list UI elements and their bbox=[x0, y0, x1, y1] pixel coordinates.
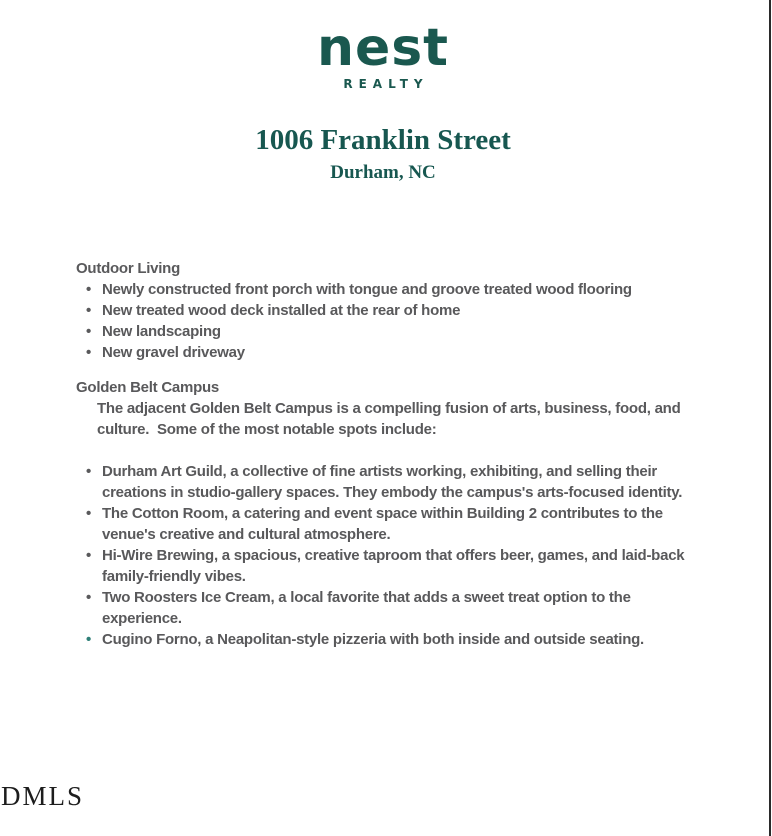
page-right-border bbox=[769, 0, 771, 836]
list-item: • New treated wood deck installed at the rear of home bbox=[76, 300, 698, 321]
list-item: • Hi-Wire Brewing, a spacious, creative taproom that offers beer, games, and laid-back family-friendly vibes. bbox=[76, 545, 698, 587]
campus-intro-paragraph: The adjacent Golden Belt Campus is a compelling fusion of arts, business, food, and culture. Some of the most notable spots include: bbox=[97, 400, 685, 438]
logo-subtext: REALTY bbox=[343, 77, 429, 91]
list-item: • New landscaping bbox=[76, 321, 698, 342]
nest-realty-logo bbox=[0, 18, 766, 91]
list-item: • Newly constructed front porch with tongue and groove treated wood flooring bbox=[76, 279, 698, 300]
section-golden-belt-campus bbox=[76, 377, 698, 650]
listing-details bbox=[76, 258, 698, 650]
list-item: • Durham Art Guild, a collective of fine artists working, exhibiting, and selling their creations in studio-gallery spaces. They embody the campus's arts-focused identity. bbox=[76, 461, 698, 503]
flyer-header bbox=[0, 0, 766, 184]
golden-belt-campus-heading: Golden Belt Campus bbox=[76, 379, 220, 396]
list-item: • The Cotton Room, a catering and event space within Building 2 contributes to the venue's creative and cultural atmosphere. bbox=[76, 503, 698, 545]
logo-wordmark: nest bbox=[316, 18, 450, 78]
campus-highlights-list bbox=[76, 461, 698, 650]
outdoor-living-heading: Outdoor Living bbox=[76, 260, 180, 277]
list-item: • Two Roosters Ice Cream, a local favorite that adds a sweet treat option to the experience. bbox=[76, 587, 698, 629]
property-address-title: 1006 Franklin Street bbox=[255, 124, 511, 156]
section-outdoor-living bbox=[76, 258, 698, 363]
list-item: • Cugino Forno, a Neapolitan-style pizzeria with both inside and outside seating. bbox=[76, 629, 698, 650]
outdoor-living-list bbox=[76, 279, 698, 363]
list-item: • New gravel driveway bbox=[76, 342, 698, 363]
property-city-subtitle: Durham, NC bbox=[330, 162, 436, 183]
mls-watermark: DMLS bbox=[1, 781, 85, 811]
